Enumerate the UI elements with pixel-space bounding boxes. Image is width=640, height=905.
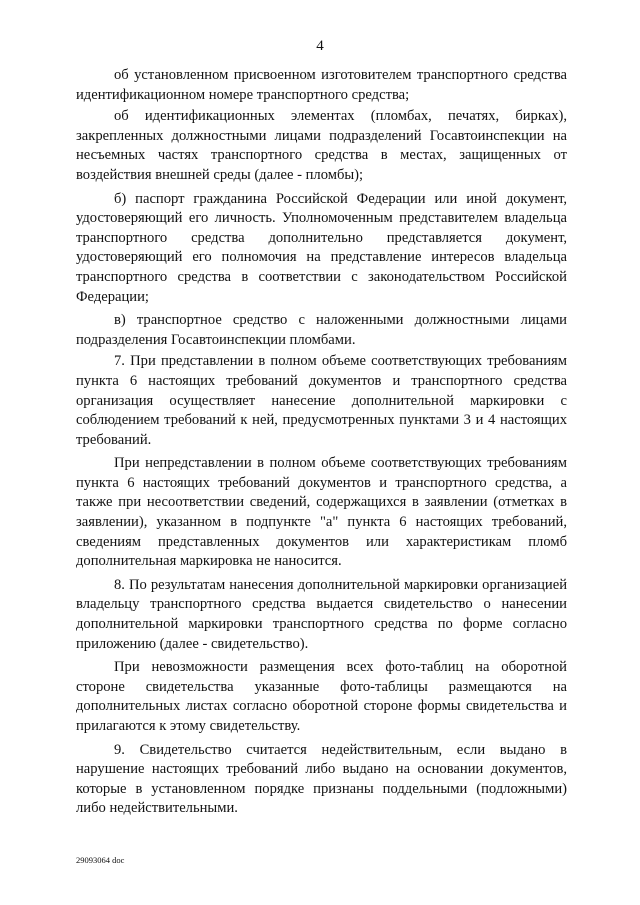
page-number: 4 <box>316 38 324 54</box>
paragraph-item-7: 7. При представлении в полном объеме соответствующих требованиям пункта 6 настоящих требований документов и транспортного средства организация осуществляет нанесение дополнительной маркировки с соблюдением требований к ней, предусмотренных пунктами 3 и 4 настоящих требований. <box>76 353 567 448</box>
document-body <box>76 66 567 821</box>
paragraph-non-submission: При непредставлении в полном объеме соответствующих требованиям пункта 6 настоящих требований документов и транспортного средства, а также при несоответствии сведений, содержащихся в заявлении (отметках в заявлении), указанном в подпункте "а" пункта 6 настоящих требований, сведениям представленных документов или характеристикам пломб дополнительная маркировка не наносится. <box>76 455 567 570</box>
document-footer-id: 29093064 doc <box>76 855 125 865</box>
paragraph-seals-info: об идентификационных элементах (пломбах, печатях, бирках), закрепленных должностными лицами подразделений Госавтоинспекции на несъемных частях транспортного средства в местах, защищенных от воздействия внешней среды (далее - пломбы); <box>76 108 567 183</box>
paragraph-vehicle-with-seals: в) транспортное средство с наложенными должностными лицами подразделения Госавтоинспекции пломбами. <box>76 312 567 348</box>
paragraph-vin-info: об установленном присвоенном изготовителем транспортного средства идентификационном номере транспортного средства; <box>76 67 567 103</box>
paragraph-item-9: 9. Свидетельство считается недействительным, если выдано в нарушение настоящих требований либо выдано на основании документов, которые в установленном порядке признаны поддельными (подложными) либо недействительными. <box>76 741 567 817</box>
paragraph-photo-tables: При невозможности размещения всех фото-таблиц на оборотной стороне свидетельства указанные фото-таблицы размещаются на дополнительных листах согласно оборотной стороне формы свидетельства и прилагаются к этому свидетельству. <box>76 659 567 734</box>
paragraph-passport: б) паспорт гражданина Российской Федерации или иной документ, удостоверяющий его личность. Уполномоченным представителем владельца транспортного средства дополнительно представляется документ, удостоверяющий его полномочия на представление интересов владельца транспортного средства в соответствии с законодательством Российской Федерации; <box>76 190 567 305</box>
paragraph-item-8: 8. По результатам нанесения дополнительной маркировки организацией владельцу транспортного средства выдается свидетельство о нанесении дополнительной маркировки транспортного средства по форме согласно приложению (далее - свидетельство). <box>76 576 567 652</box>
